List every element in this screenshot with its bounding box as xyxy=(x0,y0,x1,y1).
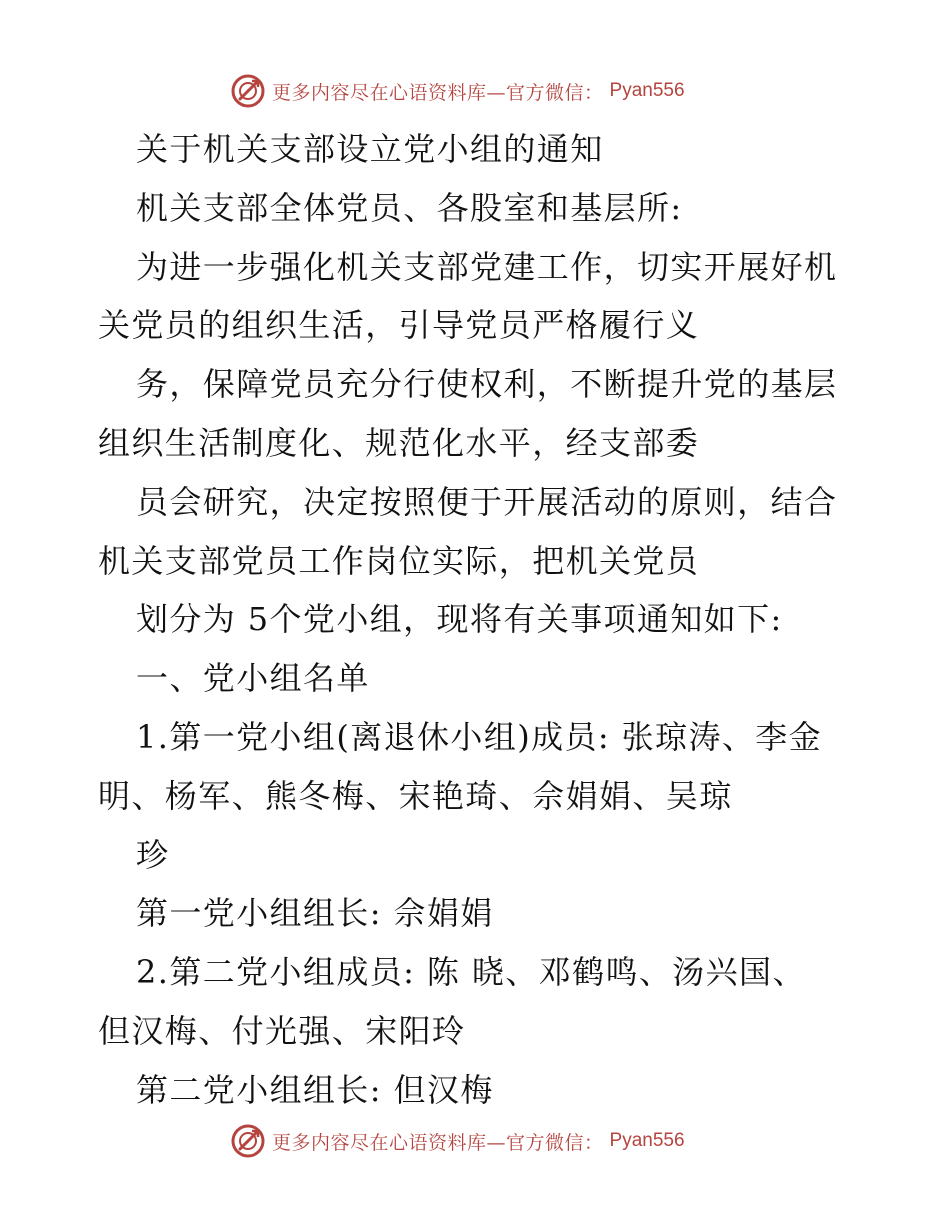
watermark-tagline: 更多内容尽在心语资料库—官方微信： xyxy=(272,1131,604,1154)
group-leader-line: 第二党小组组长: 但汉梅 xyxy=(136,1070,494,1109)
watermark-tagline: 更多内容尽在心语资料库—官方微信： xyxy=(272,81,604,104)
footer-watermark xyxy=(230,1121,685,1161)
header-watermark xyxy=(230,71,685,111)
watermark-wechat-id: Pyan556 xyxy=(609,1130,685,1151)
brand-logo-icon xyxy=(230,73,266,109)
paragraph-line: 机关支部党员工作岗位实际，把机关党员 xyxy=(98,541,700,580)
group-members-line: 2.第二党小组成员: 陈 晓、邓鹤鸣、汤兴国、 xyxy=(136,953,806,992)
watermark-wechat-id: Pyan556 xyxy=(609,80,685,101)
paragraph-line: 关党员的组织生活，引导党员严格履行义 xyxy=(98,306,700,345)
paragraph-line: 划分为 5个党小组，现将有关事项通知如下: xyxy=(136,600,783,639)
document-title: 关于机关支部设立党小组的通知 xyxy=(136,130,604,168)
section-heading: 一、党小组名单 xyxy=(136,659,370,698)
brand-logo-icon xyxy=(230,1123,266,1159)
salutation: 机关支部全体党员、各股室和基层所: xyxy=(136,188,683,227)
group-leader-line: 第一党小组组长: 佘娟娟 xyxy=(136,894,494,933)
group-members-line: 但汉梅、付光强、宋阳玲 xyxy=(98,1011,466,1050)
document-body xyxy=(98,120,858,1120)
paragraph-line: 为进一步强化机关支部党建工作，切实开展好机 xyxy=(136,247,838,286)
paragraph-line: 务，保障党员充分行使权利，不断提升党的基层 xyxy=(136,365,838,404)
group-members-line: 珍 xyxy=(136,835,170,874)
paragraph-line: 组织生活制度化、规范化水平，经支部委 xyxy=(98,423,700,462)
group-members-line: 1.第一党小组(离退休小组)成员: 张琼涛、李金 xyxy=(136,717,823,756)
paragraph-line: 员会研究，决定按照便于开展活动的原则，结合 xyxy=(136,482,838,521)
group-members-line: 明、杨军、熊冬梅、宋艳琦、佘娟娟、吴琼 xyxy=(98,776,733,815)
